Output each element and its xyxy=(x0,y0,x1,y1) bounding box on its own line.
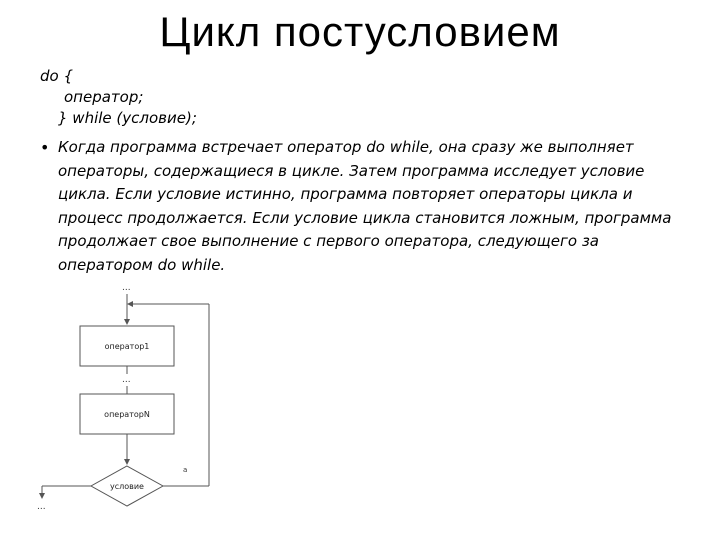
bullet-point xyxy=(40,136,680,277)
flow-box-operatorN-label: операторN xyxy=(104,410,150,419)
slide-title: Цикл постусловием xyxy=(159,8,561,55)
flow-decision-label: условие xyxy=(110,482,144,491)
code-line-while: } while (условие); xyxy=(58,109,197,127)
flow-yes-label: а xyxy=(183,466,188,474)
bullet-marker: • xyxy=(40,138,50,157)
do-while-flowchart xyxy=(30,278,230,518)
code-line-statement: оператор; xyxy=(64,88,144,106)
flow-ellipsis-top: ... xyxy=(122,283,131,293)
code-line-do: do { xyxy=(40,67,74,85)
flow-box-operator1-label: оператор1 xyxy=(104,342,150,351)
code-snippet xyxy=(40,66,197,129)
flow-ellipsis-mid: ... xyxy=(122,375,131,385)
bullet-text: Когда программа встречает оператор do while, она сразу же выполняет операторы, содержащиеся в цикле. Затем программа исследует условие цикла. Если условие истинно, программа повторяет операторы цикла и процесс продолжается. Если условие цикла становится ложным, программа продолжает свое выполнение с первого оператора, следующего за оператором do while. xyxy=(58,138,672,274)
flow-exit-ellipsis: ... xyxy=(37,502,46,512)
